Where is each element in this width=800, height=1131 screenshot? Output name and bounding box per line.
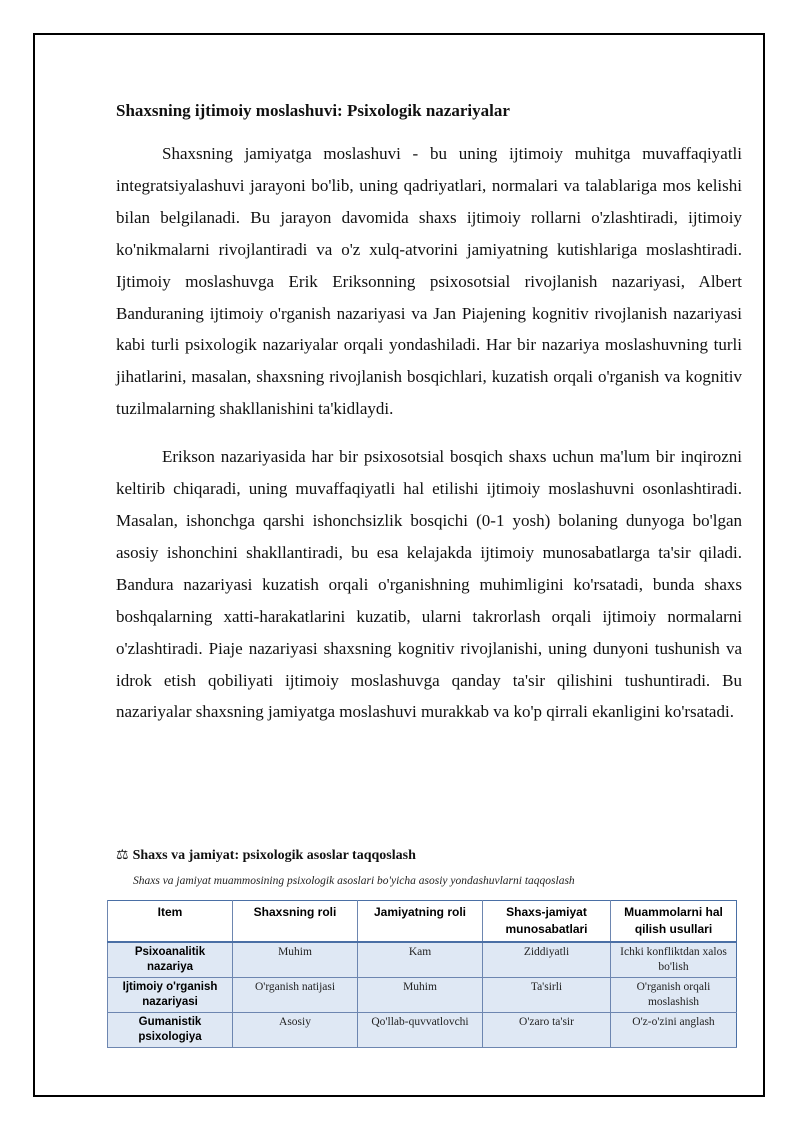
table-cell: Muhim: [358, 978, 483, 1013]
column-header: Item: [108, 901, 233, 943]
column-header: Muammolarni hal qilish usullari: [611, 901, 737, 943]
table-title-text: Shaxs va jamiyat: psixologik asoslar taqqoslash: [132, 848, 416, 863]
table-cell: Ta'sirli: [483, 978, 611, 1013]
column-header: Shaxsning roli: [233, 901, 358, 943]
table-cell: Ziddiyatli: [483, 942, 611, 978]
paragraph-2: Erikson nazariyasida har bir psixosotsial bosqich shaxs uchun ma'lum bir inqirozni keltirib chiqaradi, uning muvaffaqiyatli hal etilishi ijtimoiy moslashuvni osonlashtiradi. Masalan, ishonchga qarshi ishonchsizlik bosqichi (0-1 yosh) bolaning dunyoga bo'lgan asosiy ishonchini shakllantiradi, bu esa kelajakda ijtimoiy munosabatlarga ta'sir qiladi. Bandura nazariyasi kuzatish orqali o'rganishning muhimligini ko'rsatadi, bunda shaxs boshqalarning xatti-harakatlarini kuzatib, ularni takrorlash orqali ijtimoiy normalarni o'zlashtiradi. Piaje nazariyasi shaxsning kognitiv rivojlanishi, uning dunyoni tushunish va idrok etish qobiliyati ijtimoiy moslashuvga qanday ta'sir qilishini tushuntiradi. Bu nazariyalar shaxsning jamiyatga moslashuvi murakkab va ko'p qirrali ekanligini ko'rsatadi.: [116, 447, 742, 722]
comparison-table: [107, 900, 737, 1048]
balance-scale-icon: ⚖: [116, 848, 129, 863]
table-cell: O'rganish natijasi: [233, 978, 358, 1013]
row-header-cell: Ijtimoiy o'rganish nazariyasi: [108, 978, 233, 1013]
table-cell: O'zaro ta'sir: [483, 1013, 611, 1048]
table-cell: Muhim: [233, 942, 358, 978]
document-title: Shaxsning ijtimoiy moslashuvi: Psixologik nazariyalar: [116, 101, 510, 120]
table-row: [108, 942, 737, 978]
table-cell: O'rganish orqali moslashish: [611, 978, 737, 1013]
table-header-row: [108, 901, 737, 943]
column-header: Shaxs-jamiyat munosabatlari: [483, 901, 611, 943]
paragraph-1: Shaxsning jamiyatga moslashuvi - bu uning ijtimoiy muhitga muvaffaqiyatli integratsiyalashuvi jarayoni bo'lib, uning qadriyatlari, normalari va talablariga mos kelishi bilan belgilanadi. Bu jarayon davomida shaxs ijtimoiy rollarni o'zlashtiradi, ijtimoiy ko'nikmalarni rivojlantiradi va o'z xulq-atvorini jamiyatning kutishlariga moslashtiradi. Ijtimoiy moslashuvga Erik Eriksonning psixosotsial rivojlanish nazariyasi, Albert Banduraning ijtimoiy o'rganish nazariyasi va Jan Piajening kognitiv rivojlanish nazariyasi kabi turli psixologik nazariyalar orqali yondashiladi. Har bir nazariya moslashuvning turli jihatlarini, masalan, shaxsning rivojlanish bosqichlari, kuzatish orqali o'rganish va kognitiv tuzilmalarning shakllanishini ta'kidlaydi.: [116, 144, 742, 419]
table-cell: O'z-o'zini anglash: [611, 1013, 737, 1048]
table-cell: Kam: [358, 942, 483, 978]
table-cell: Ichki konfliktdan xalos bo'lish: [611, 942, 737, 978]
table-title: [116, 847, 416, 864]
table-cell: Asosiy: [233, 1013, 358, 1048]
table-row: [108, 1013, 737, 1048]
table-caption: Shaxs va jamiyat muammosining psixologik asoslari bo'yicha asosiy yondashuvlarni taqqoslash: [133, 875, 575, 887]
table-cell: Qo'llab-quvvatlovchi: [358, 1013, 483, 1048]
document-body: [116, 98, 742, 744]
column-header: Jamiyatning roli: [358, 901, 483, 943]
row-header-cell: Psixoanalitik nazariya: [108, 942, 233, 978]
row-header-cell: Gumanistik psixologiya: [108, 1013, 233, 1048]
table-row: [108, 978, 737, 1013]
